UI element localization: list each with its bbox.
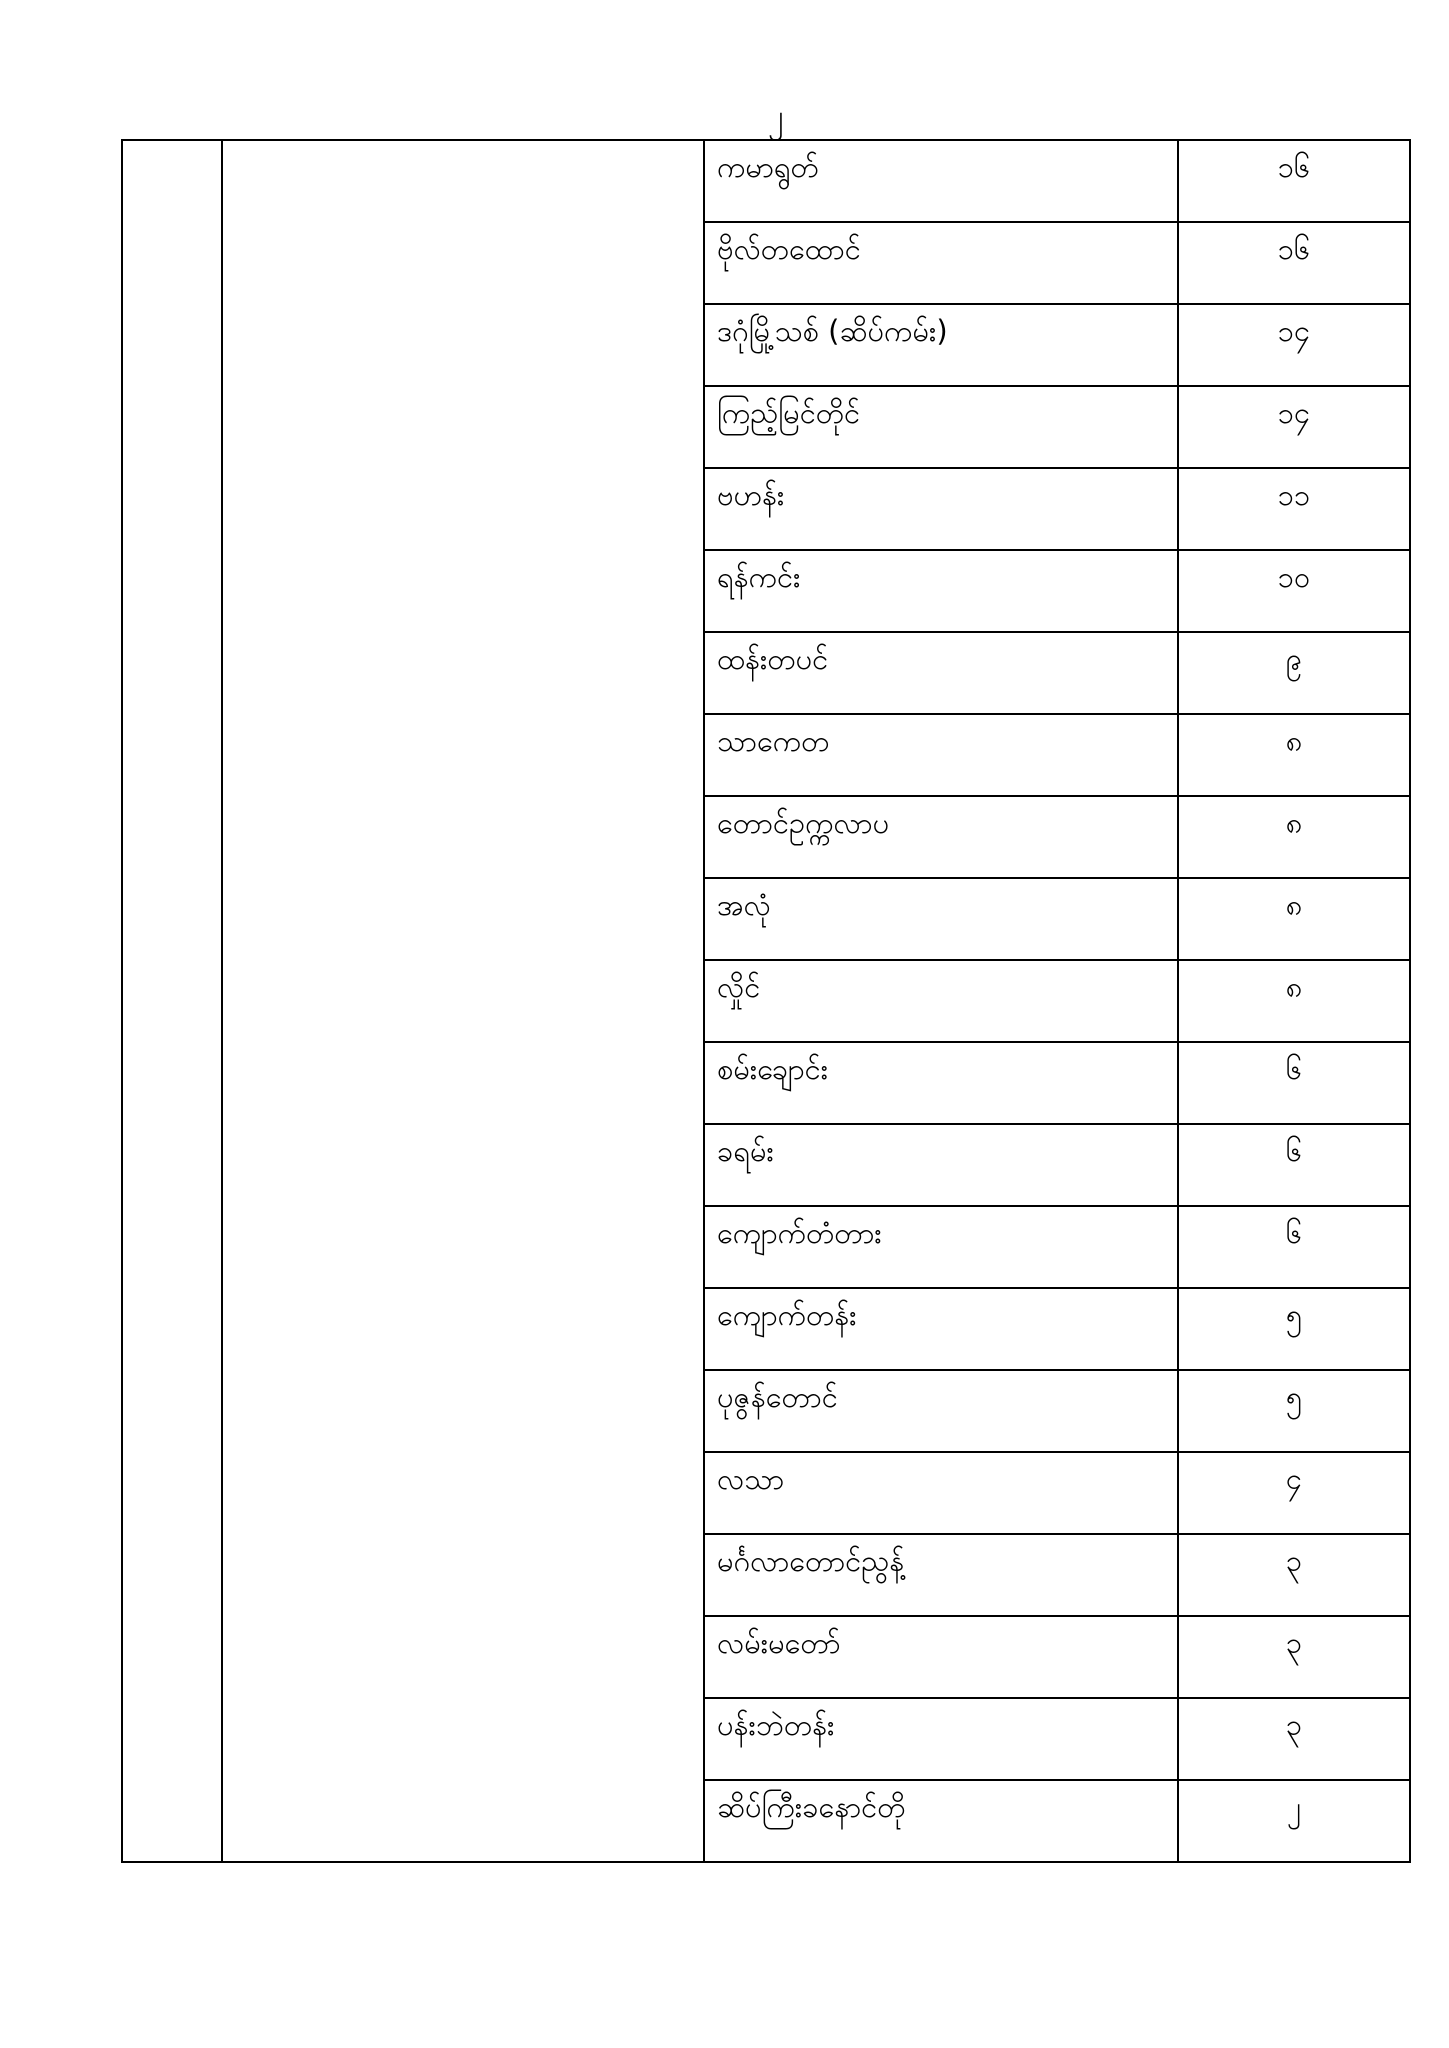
count-cell: ၁၄: [1178, 386, 1410, 468]
count-cell: ၅: [1178, 1288, 1410, 1370]
township-name-cell: ဆိပ်ကြီးခနောင်တို: [704, 1780, 1178, 1862]
count-cell: ၁၆: [1178, 222, 1410, 304]
count-cell: ၁၄: [1178, 304, 1410, 386]
township-name-cell: ထန်းတပင်: [704, 632, 1178, 714]
count-cell: ၁၆: [1178, 140, 1410, 222]
count-cell: ၅: [1178, 1370, 1410, 1452]
table-row: [122, 140, 1410, 222]
township-name-cell: အလုံ: [704, 878, 1178, 960]
township-name-cell: ကြည့်မြင်တိုင်: [704, 386, 1178, 468]
township-name-cell: လသာ: [704, 1452, 1178, 1534]
township-name-cell: ကျောက်တန်း: [704, 1288, 1178, 1370]
township-name-cell: တောင်ဥက္ကလာပ: [704, 796, 1178, 878]
count-cell: ၈: [1178, 714, 1410, 796]
count-cell: ၃: [1178, 1616, 1410, 1698]
township-name-cell: လှိုင်: [704, 960, 1178, 1042]
empty-region-cell: [222, 140, 704, 1862]
township-table: [121, 139, 1411, 1863]
township-name-cell: ပန်းဘဲတန်း: [704, 1698, 1178, 1780]
count-cell: ၉: [1178, 632, 1410, 714]
page-number: ၂: [768, 97, 784, 135]
township-name-cell: ကမာရွတ်: [704, 140, 1178, 222]
township-name-cell: ဒဂုံမြို့သစ် (ဆိပ်ကမ်း): [704, 304, 1178, 386]
township-name-cell: ကျောက်တံတား: [704, 1206, 1178, 1288]
count-cell: ၃: [1178, 1698, 1410, 1780]
township-name-cell: လမ်းမတော်: [704, 1616, 1178, 1698]
count-cell: ၈: [1178, 878, 1410, 960]
count-cell: ၈: [1178, 960, 1410, 1042]
township-name-cell: ပုဇွန်တောင်: [704, 1370, 1178, 1452]
count-cell: ၆: [1178, 1042, 1410, 1124]
count-cell: ၆: [1178, 1206, 1410, 1288]
township-name-cell: မင်္ဂလာတောင်ညွန့်: [704, 1534, 1178, 1616]
count-cell: ၂: [1178, 1780, 1410, 1862]
count-cell: ၆: [1178, 1124, 1410, 1206]
township-name-cell: သာကေတ: [704, 714, 1178, 796]
count-cell: ၃: [1178, 1534, 1410, 1616]
township-name-cell: ဗိုလ်တထောင်: [704, 222, 1178, 304]
empty-serial-cell: [122, 140, 222, 1862]
township-name-cell: ခရမ်း: [704, 1124, 1178, 1206]
township-name-cell: စမ်းချောင်း: [704, 1042, 1178, 1124]
count-cell: ၁၀: [1178, 550, 1410, 632]
table-body: [122, 140, 1410, 1862]
count-cell: ၈: [1178, 796, 1410, 878]
township-name-cell: ဗဟန်း: [704, 468, 1178, 550]
township-name-cell: ရန်ကင်း: [704, 550, 1178, 632]
count-cell: ၄: [1178, 1452, 1410, 1534]
count-cell: ၁၁: [1178, 468, 1410, 550]
